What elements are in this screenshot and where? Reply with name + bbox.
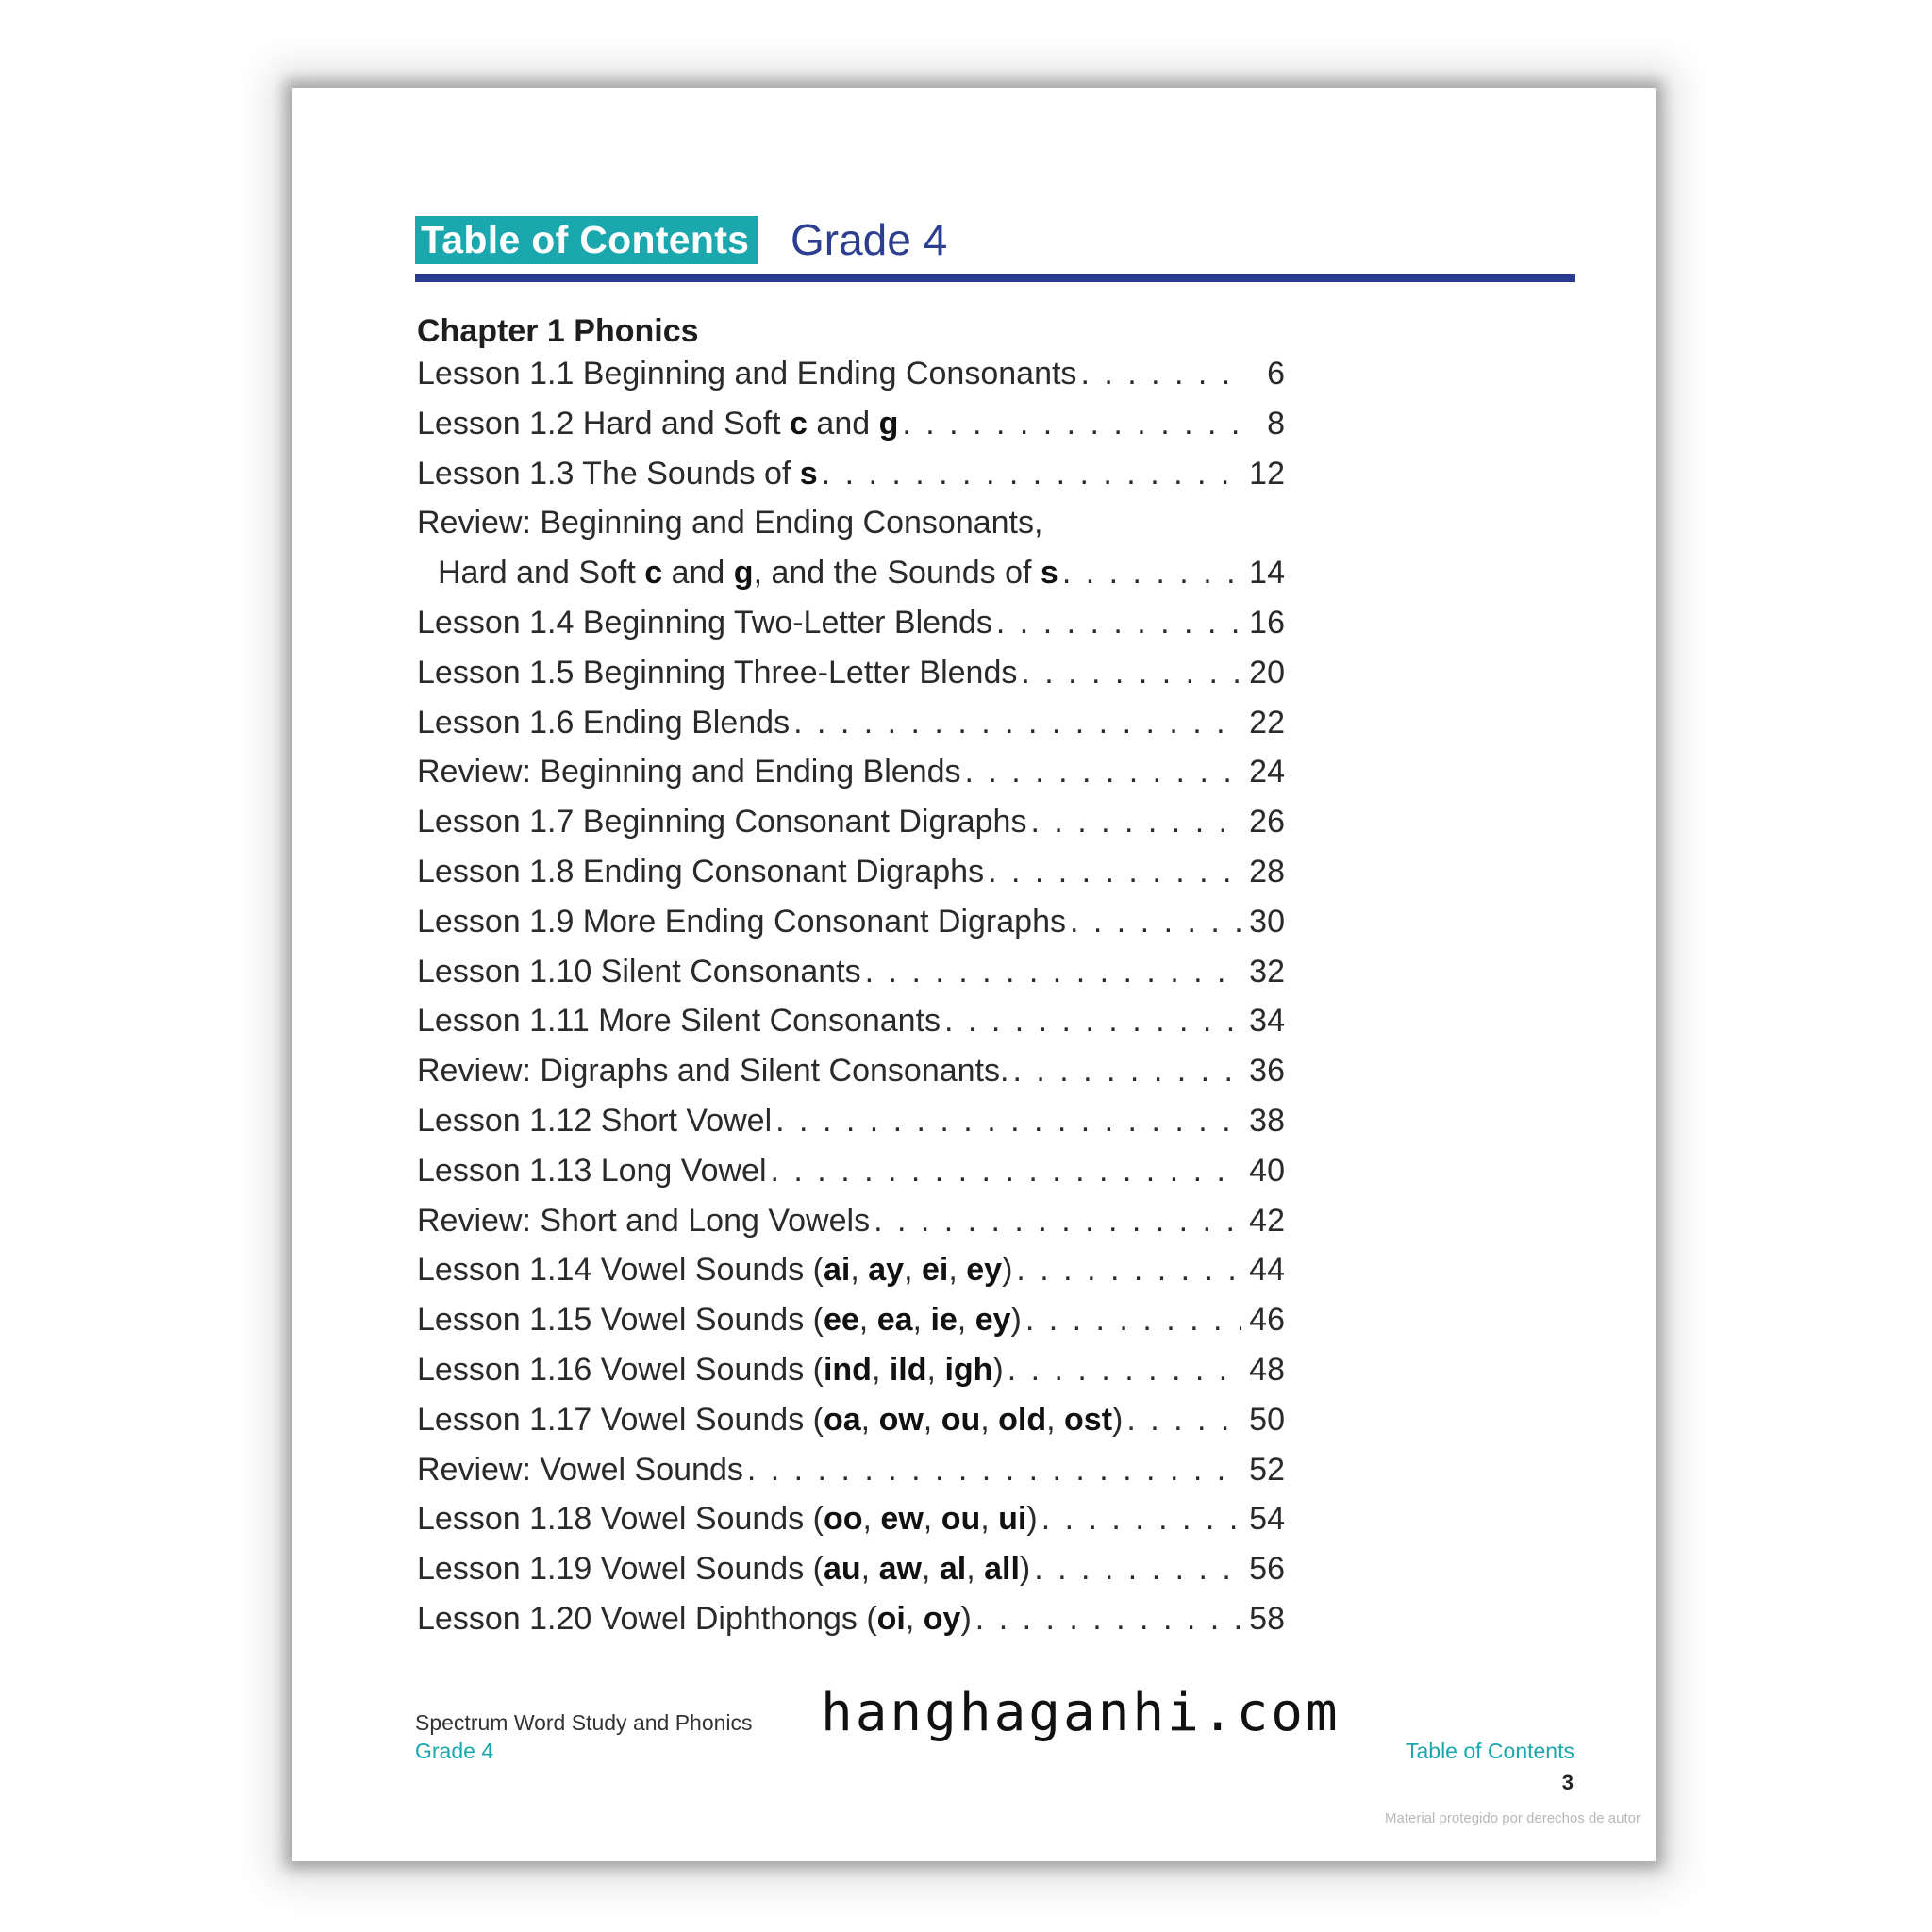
toc-entry-page-number: 48 [1249, 1351, 1285, 1388]
toc-entry-text: , [912, 1302, 931, 1339]
toc-entry-title [417, 456, 818, 492]
dot-leader [822, 456, 1241, 492]
toc-entry-bold-letters: ui [998, 1501, 1027, 1538]
toc-entry-text: Lesson 1.5 Beginning Three-Letter Blends [417, 654, 1018, 691]
toc-entry-page-number: 30 [1249, 903, 1285, 940]
toc-entry-bold-letters: ai [823, 1252, 851, 1289]
toc-entry [417, 356, 1285, 406]
toc-entry-text: , [966, 1551, 985, 1588]
toc-entry-bold-letters: s [1040, 555, 1058, 591]
toc-entry-text: , [923, 1401, 941, 1438]
toc-entry-text: Review: Vowel Sounds [417, 1451, 743, 1488]
toc-entry [417, 705, 1285, 755]
toc-entry-bold-letters: ou [941, 1501, 981, 1538]
toc-entry-text: Lesson 1.6 Ending Blends [417, 704, 791, 741]
toc-entry [417, 904, 1285, 954]
toc-entry [417, 406, 1285, 456]
toc-entry-bold-letters: c [790, 405, 808, 441]
toc-entry-text: , [948, 1252, 967, 1289]
toc-entry-title [417, 954, 861, 991]
toc-entry-bold-letters: oy [923, 1600, 961, 1637]
toc-entry-text: , [926, 1351, 945, 1388]
toc-entry-bold-letters: ew [880, 1501, 924, 1538]
dot-leader [1016, 1252, 1241, 1289]
dot-leader [996, 605, 1241, 641]
dot-leader [874, 1203, 1241, 1240]
toc-entry-title [417, 854, 984, 891]
toc-entry [417, 1551, 1285, 1601]
toc-entry-bold-letters: ay [868, 1252, 905, 1289]
toc-entry-text: ) [1026, 1501, 1038, 1538]
toc-entry [417, 1601, 1285, 1651]
dot-leader [944, 1003, 1241, 1040]
toc-entry-title [417, 605, 992, 641]
toc-entry-text: Lesson 1.16 Vowel Sounds ( [417, 1351, 824, 1388]
toc-entry-text: Lesson 1.1 Beginning and Ending Consonants [417, 356, 1077, 391]
dot-leader [975, 1601, 1241, 1638]
document-page [292, 88, 1656, 1861]
toc-entry [417, 1402, 1285, 1452]
toc-entry-page-number: 32 [1249, 953, 1285, 990]
toc-entry-title [417, 1352, 1004, 1389]
toc-entry-bold-letters: ind [823, 1351, 872, 1388]
toc-entry-page-number: 6 [1267, 356, 1285, 391]
toc-entry-text: Lesson 1.7 Beginning Consonant Digraphs [417, 804, 1027, 841]
toc-entry-text: Lesson 1.4 Beginning Two-Letter Blends [417, 604, 992, 641]
toc-entry-title [417, 1203, 870, 1240]
toc-entry-text: ) [1019, 1551, 1031, 1588]
toc-entry-page-number: 50 [1249, 1401, 1285, 1438]
toc-entry-text: , [1046, 1401, 1065, 1438]
toc-entry-title [417, 1302, 1022, 1339]
chapter-heading: Chapter 1 Phonics [417, 313, 699, 349]
toc-entry-bold-letters: igh [944, 1351, 993, 1388]
toc-entry-title [417, 1452, 743, 1489]
dot-leader [965, 754, 1241, 791]
toc-entry-text: , [860, 1401, 879, 1438]
toc-entry-text: , [904, 1252, 922, 1289]
toc-entry-text: Lesson 1.18 Vowel Sounds ( [417, 1501, 824, 1538]
toc-entry-list [417, 356, 1285, 1651]
toc-entry-bold-letters: all [984, 1551, 1020, 1588]
toc-entry-bold-letters: oo [823, 1501, 863, 1538]
dot-leader [1008, 1352, 1241, 1389]
dot-leader [1041, 1501, 1241, 1538]
toc-entry [417, 605, 1285, 655]
toc-entry [417, 804, 1285, 854]
toc-entry-page-number: 40 [1249, 1152, 1285, 1189]
toc-entry-bold-letters: ei [921, 1252, 949, 1289]
toc-entry-text: Lesson 1.10 Silent Consonants [417, 953, 861, 990]
toc-entry-title [417, 1053, 1008, 1090]
toc-entry-text: Hard and Soft [438, 555, 645, 591]
toc-entry-text: , [980, 1401, 999, 1438]
footer-book-title: Spectrum Word Study and Phonics [415, 1710, 753, 1735]
toc-entry-text: , [923, 1501, 941, 1538]
toc-entry [417, 1153, 1285, 1203]
toc-entry-text: Lesson 1.14 Vowel Sounds ( [417, 1252, 824, 1289]
toc-entry-text: Lesson 1.20 Vowel Diphthongs ( [417, 1600, 877, 1637]
toc-entry-bold-letters: ild [889, 1351, 927, 1388]
toc-entry-page-number: 28 [1249, 853, 1285, 890]
toc-entry-text: and [662, 555, 734, 591]
toc-entry-text: Lesson 1.12 Short Vowel [417, 1102, 773, 1139]
toc-entry [417, 555, 1285, 605]
toc-entry-text: ) [992, 1351, 1004, 1388]
toc-entry-bold-letters: oi [876, 1600, 906, 1637]
toc-entry-text: , [957, 1302, 975, 1339]
toc-entry-title [417, 1103, 772, 1140]
toc-entry-page-number: 24 [1249, 754, 1285, 791]
toc-entry-page-number: 22 [1249, 704, 1285, 741]
toc-entry-bold-letters: ost [1064, 1401, 1113, 1438]
toc-entry-bold-letters: g [733, 555, 754, 591]
header-divider [415, 274, 1575, 282]
toc-entry [417, 1302, 1285, 1352]
toc-entry-bold-letters: ey [966, 1252, 1003, 1289]
toc-entry-text: and [807, 405, 879, 441]
dot-leader [747, 1452, 1241, 1489]
dot-leader [1126, 1402, 1241, 1439]
toc-entry-text: Lesson 1.15 Vowel Sounds ( [417, 1302, 824, 1339]
toc-entry-title [417, 804, 1026, 841]
dot-leader [771, 1153, 1241, 1190]
toc-entry-bold-letters: oa [823, 1401, 861, 1438]
toc-entry-bold-letters: ie [930, 1302, 958, 1339]
toc-entry [417, 1103, 1285, 1153]
toc-entry [417, 1053, 1285, 1103]
toc-entry-text: Lesson 1.2 Hard and Soft [417, 405, 791, 441]
toc-entry-bold-letters: s [799, 455, 818, 491]
toc-entry-title [417, 1153, 767, 1190]
toc-entry [417, 754, 1285, 804]
toc-entry-bold-letters: g [878, 405, 899, 441]
toc-entry-text: , [862, 1501, 881, 1538]
toc-entry-bold-letters: ow [878, 1401, 924, 1438]
dot-leader [1025, 1302, 1241, 1339]
toc-entry-bold-letters: old [998, 1401, 1047, 1438]
toc-entry-text: Lesson 1.17 Vowel Sounds ( [417, 1401, 824, 1438]
dot-leader [1021, 655, 1241, 691]
toc-entry-page-number: 46 [1249, 1302, 1285, 1339]
watermark-text: hanghaganhi.com [821, 1682, 1341, 1743]
toc-entry-title [417, 1501, 1038, 1538]
toc-entry [417, 954, 1285, 1004]
toc-entry-text: Lesson 1.13 Long Vowel [417, 1152, 767, 1189]
toc-entry-text: Lesson 1.8 Ending Consonant Digraphs [417, 853, 985, 890]
toc-entry-title [417, 555, 1058, 591]
dot-leader [1080, 356, 1241, 392]
toc-entry [417, 1003, 1285, 1053]
toc-entry-page-number: 42 [1249, 1202, 1285, 1239]
toc-entry-text: , and the Sounds of [753, 555, 1041, 591]
dot-leader [1062, 555, 1241, 591]
toc-entry-bold-letters: ee [823, 1302, 859, 1339]
toc-entry-page-number: 16 [1249, 604, 1285, 641]
toc-entry-bold-letters: c [644, 555, 663, 591]
footer-grade: Grade 4 [415, 1739, 494, 1763]
dot-leader [775, 1103, 1241, 1140]
dot-leader [865, 954, 1241, 991]
toc-entry-bold-letters: ea [876, 1302, 913, 1339]
toc-entry-title [417, 406, 898, 442]
toc-entry-page-number: 56 [1249, 1551, 1285, 1588]
dot-leader [793, 705, 1241, 741]
toc-entry-text: Review: Beginning and Ending Consonants, [417, 505, 1043, 541]
toc-entry-page-number: 20 [1249, 654, 1285, 691]
toc-entry-text: ) [1010, 1302, 1022, 1339]
toc-entry-text: , [980, 1501, 999, 1538]
toc-entry-text: Lesson 1.11 More Silent Consonants [417, 1003, 941, 1040]
dot-leader [902, 406, 1241, 442]
toc-entry-title [417, 655, 1017, 691]
toc-entry-text: Review: Beginning and Ending Blends [417, 754, 961, 791]
toc-entry-text: , [858, 1302, 877, 1339]
toc-entry-bold-letters: al [939, 1551, 967, 1588]
toc-entry-text: , [905, 1600, 924, 1637]
page-number: 3 [1561, 1771, 1574, 1794]
section-title-badge: Table of Contents [415, 216, 758, 264]
toc-entry-text: Lesson 1.19 Vowel Sounds ( [417, 1551, 824, 1588]
footer-section-name: Table of Contents [1405, 1739, 1574, 1763]
toc-entry-title [417, 904, 1066, 941]
grade-title: Grade 4 [791, 215, 948, 264]
toc-entry [417, 1452, 1285, 1502]
toc-entry [417, 456, 1285, 506]
toc-entry [417, 1252, 1285, 1302]
toc-entry-text: Review: Digraphs and Silent Consonants. [417, 1053, 1009, 1090]
toc-entry-page-number: 12 [1249, 455, 1285, 491]
toc-entry-text: Lesson 1.3 The Sounds of [417, 455, 800, 491]
toc-entry-text: Review: Short and Long Vowels [417, 1202, 871, 1239]
toc-entry-title [417, 1601, 972, 1638]
toc-entry-bold-letters: ey [974, 1302, 1011, 1339]
toc-entry-text: , [921, 1551, 940, 1588]
toc-entry-title [417, 1252, 1012, 1289]
toc-entry-page-number: 54 [1249, 1501, 1285, 1538]
toc-entry-page-number: 26 [1249, 804, 1285, 841]
toc-entry [417, 505, 1285, 555]
toc-entry-title [417, 356, 1076, 392]
toc-entry-title [417, 1003, 941, 1040]
toc-entry-title [417, 1551, 1030, 1588]
toc-entry-page-number: 34 [1249, 1003, 1285, 1040]
toc-entry-text: ) [960, 1600, 972, 1637]
toc-entry-page-number: 8 [1267, 405, 1285, 441]
toc-entry-title [417, 705, 790, 741]
toc-entry-title [417, 1402, 1123, 1439]
toc-entry-bold-letters: aw [878, 1551, 922, 1588]
toc-entry-title [417, 505, 1042, 541]
toc-entry-page-number: 52 [1249, 1451, 1285, 1488]
toc-entry-page-number: 58 [1249, 1600, 1285, 1637]
toc-entry-bold-letters: ou [941, 1401, 981, 1438]
toc-entry-page-number: 36 [1249, 1053, 1285, 1090]
dot-leader [1070, 904, 1241, 941]
dot-leader [1034, 1551, 1241, 1588]
toc-entry [417, 655, 1285, 705]
toc-entry-text: ) [1002, 1252, 1013, 1289]
toc-entry [417, 854, 1285, 904]
toc-entry [417, 1203, 1285, 1253]
toc-entry-page-number: 44 [1249, 1252, 1285, 1289]
toc-entry-text: , [850, 1252, 869, 1289]
toc-entry-text: , [860, 1551, 879, 1588]
toc-entry-text: , [871, 1351, 890, 1388]
toc-entry [417, 1352, 1285, 1402]
toc-entry-text: ) [1112, 1401, 1124, 1438]
toc-entry [417, 1501, 1285, 1551]
toc-entry-text: Lesson 1.9 More Ending Consonant Digraphs [417, 903, 1066, 940]
toc-entry-bold-letters: au [823, 1551, 861, 1588]
page-header [415, 213, 1575, 279]
toc-entry-title [417, 754, 961, 791]
toc-entry-page-number: 14 [1249, 555, 1285, 591]
dot-leader [1012, 1053, 1241, 1090]
toc-entry-page-number: 38 [1249, 1102, 1285, 1139]
dot-leader [1030, 804, 1241, 841]
dot-leader [988, 854, 1241, 891]
copyright-notice: Material protegido por derechos de autor [1385, 1810, 1641, 1826]
